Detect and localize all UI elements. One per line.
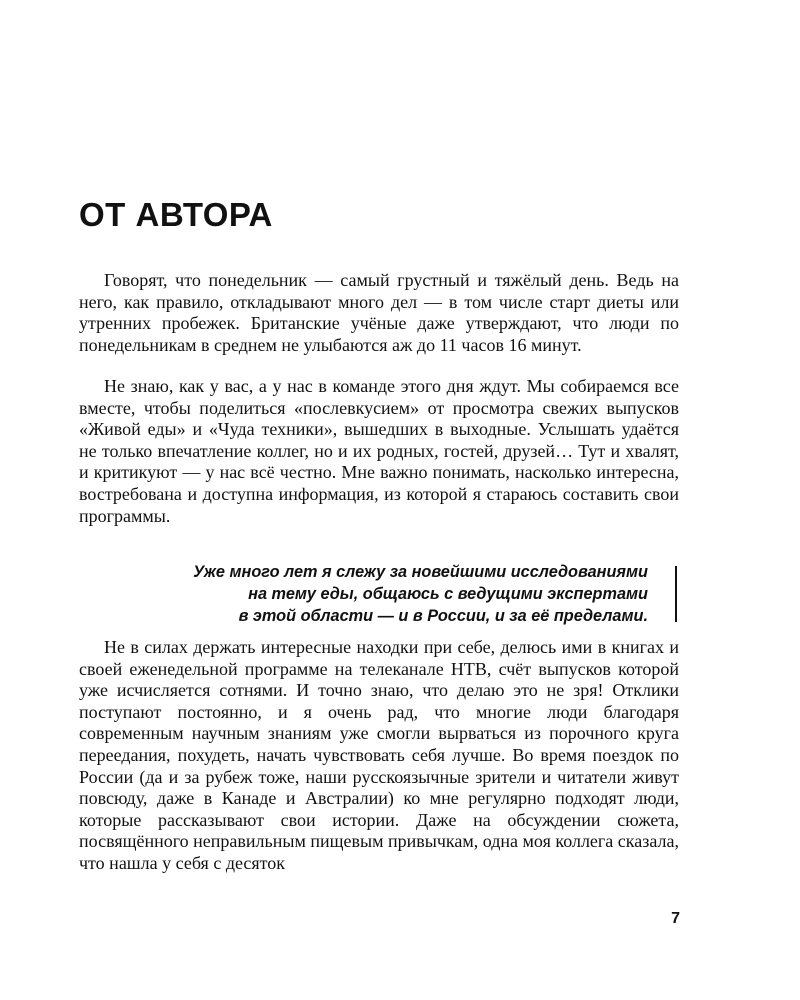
paragraph: Не знаю, как у вас, а у нас в команде этого дня ждут. Мы собираемся все вместе, чтобы поделиться «послевкусием» от просмотра свежих выпусков «Живой еды» и «Чуда техники», вышедших в выходные. Услышать удаётся не только впечатление коллег, но и их родных, гостей, друзей… Тут и хвалят, и критикуют — у нас всё честно. Мне важно понимать, насколько интересна, востребована и доступна информация, из которой я стараюсь составить свои программы. <box>79 376 679 526</box>
page-number: 7 <box>671 910 680 927</box>
pull-quote-line: в этой области — и в России, и за её пределами. <box>238 607 648 625</box>
paragraph-block-2 <box>79 376 679 527</box>
paragraph-block-3 <box>79 637 679 875</box>
pull-quote <box>100 561 648 627</box>
paragraph-block-1 <box>79 270 679 356</box>
paragraph: Говорят, что понедельник — самый грустный и тяжёлый день. Ведь на него, как правило, откладывают много дел — в том числе старт диеты или утренних пробежек. Британские учёные даже утверждают, что люди по понедельникам в среднем не улыбаются аж до 11 часов 16 минут. <box>79 270 679 355</box>
pull-quote-line: на тему еды, общаюсь с ведущими экспертами <box>248 585 648 603</box>
pull-quote-rule <box>675 566 677 622</box>
pull-quote-line: Уже много лет я слежу за новейшими исследованиями <box>193 563 648 581</box>
chapter-title: ОТ АВТОРА <box>79 196 273 233</box>
paragraph: Не в силах держать интересные находки при себе, делюсь ими в книгах и своей еженедельной программе на телеканале НТВ, счёт выпусков которой уже исчисляется сотнями. И точно знаю, что делаю это не зря! Отклики поступают постоянно, и я очень рад, что многие люди благодаря современным научным знаниям уже смогли вырваться из порочного круга переедания, похудеть, начать чувствовать себя лучше. Во время поездок по России (да и за рубеж тоже, наши русскоязычные зрители и читатели живут повсюду, даже в Канаде и Австралии) ко мне регулярно подходят люди, которые рассказывают свои истории. Даже на обсуждении сюжета, посвящённого неправильным пищевым привычкам, одна моя коллега сказала, что нашла у себя с десяток <box>79 637 679 873</box>
